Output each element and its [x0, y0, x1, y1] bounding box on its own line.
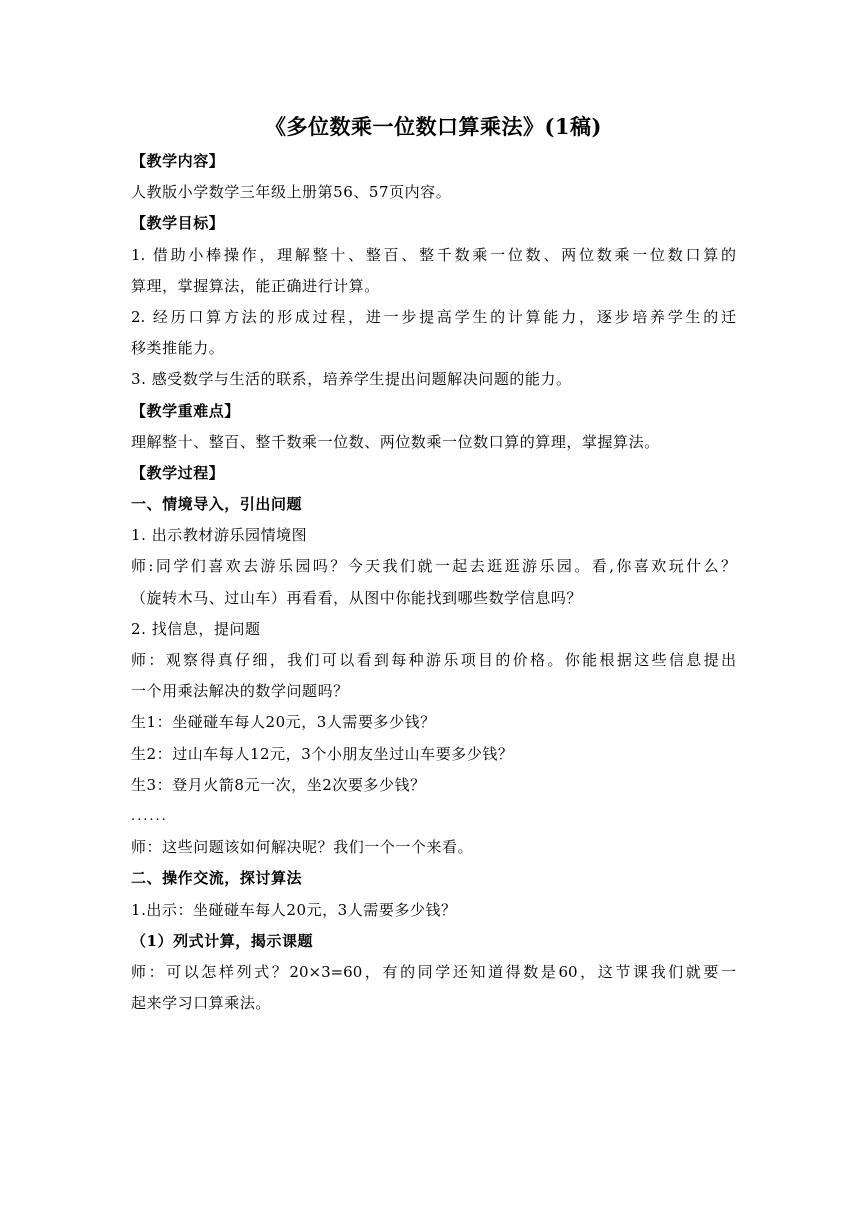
- paragraph-line: 1. 出示教材游乐园情境图: [131, 526, 308, 545]
- section-heading-process: 【教学过程】: [131, 463, 225, 482]
- paragraph-line: 1. 借助小棒操作，理解整十、整百、整千数乘一位数、两位数乘一位数口算的: [131, 245, 736, 264]
- paragraph-line: 算理，掌握算法，能正确进行计算。: [131, 276, 380, 295]
- paragraph-line: 师：观察得真仔细，我们可以看到每种游乐项目的价格。你能根据这些信息提出: [131, 651, 736, 669]
- paragraph-line: 3. 感受数学与生活的联系，培养学生提出问题解决问题的能力。: [131, 370, 572, 389]
- paragraph-line: 人教版小学数学三年级上册第56、57页内容。: [131, 183, 452, 202]
- ellipsis-line: ......: [131, 808, 168, 824]
- section-heading-key-points: 【教学重难点】: [131, 401, 240, 420]
- paragraph-line: 一个用乘法解决的数学问题吗？: [131, 682, 349, 701]
- paragraph-line: （旋转木马、过山车）再看看，从图中你能找到哪些数学信息吗？: [131, 588, 582, 607]
- document-title: 《多位数乘一位数口算乘法》(1稿): [265, 114, 602, 139]
- paragraph-line: 2. 找信息，提问题: [131, 619, 261, 638]
- paragraph-line: 起来学习口算乘法。: [131, 994, 271, 1013]
- paragraph-line: 师：这些问题该如何解决呢？我们一个一个来看。: [131, 838, 474, 857]
- section-heading-content: 【教学内容】: [131, 152, 225, 170]
- paragraph-line: 理解整十、整百、整千数乘一位数、两位数乘一位数口算的算理，掌握算法。: [131, 432, 660, 451]
- paragraph-line: 2. 经历口算方法的形成过程，进一步提高学生的计算能力，逐步培养学生的迁: [131, 307, 736, 326]
- document-page: [131, 110, 736, 1019]
- paragraph-line: 生1：坐碰碰车每人20元，3人需要多少钱？: [131, 713, 436, 732]
- paragraph-line: 移类推能力。: [131, 339, 225, 358]
- paragraph-line: 生3：登月火箭8元一次，坐2次要多少钱？: [131, 775, 426, 794]
- paragraph-line: 1.出示：坐碰碰车每人20元，3人需要多少钱？: [131, 900, 457, 919]
- paragraph-line: 师：可以怎样列式？20×3=60，有的同学还知道得数是60，这节课我们就要一: [131, 962, 736, 981]
- subsection-heading: 一、情境导入，引出问题: [131, 495, 303, 514]
- subsection-heading: （1）列式计算，揭示课题: [131, 931, 314, 950]
- section-heading-goals: 【教学目标】: [131, 214, 225, 233]
- subsection-heading: 二、操作交流，探讨算法: [131, 869, 303, 888]
- paragraph-line: 师:同学们喜欢去游乐园吗？今天我们就一起去逛逛游乐园。看,你喜欢玩什么？: [131, 557, 736, 576]
- paragraph-line: 生2：过山车每人12元，3个小朋友坐过山车要多少钱？: [131, 744, 514, 763]
